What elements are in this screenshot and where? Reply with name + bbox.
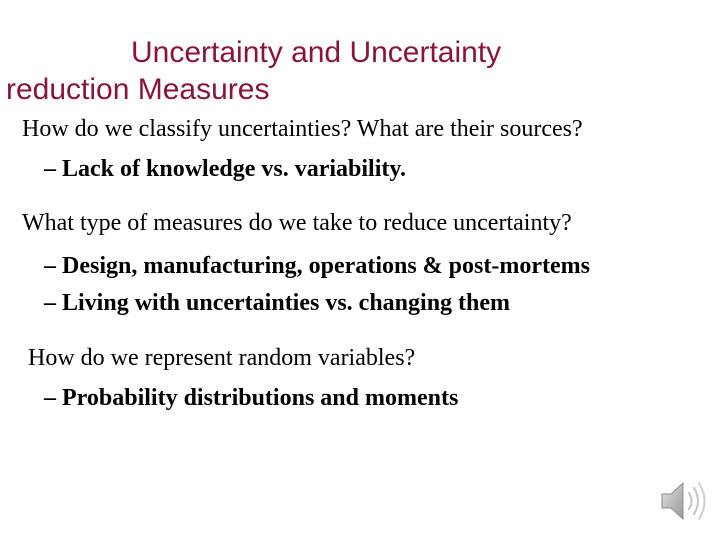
answer-1-1: – Lack of knowledge vs. variability. — [44, 156, 407, 182]
question-3: How do we represent random variables? — [28, 345, 416, 371]
question-2: What type of measures do we take to reduce uncertainty? — [22, 210, 572, 236]
speaker-icon[interactable] — [656, 476, 712, 526]
answer-3-1: – Probability distributions and moments — [44, 385, 459, 411]
title-line-1: Uncertainty and Uncertainty — [131, 36, 502, 69]
slide-title — [0, 34, 600, 108]
answer-2-2: – Living with uncertainties vs. changing them — [44, 290, 511, 316]
title-line-2: reduction Measures — [6, 73, 270, 106]
answer-2-1: – Design, manufacturing, operations & post-mortems — [44, 253, 590, 279]
question-1: How do we classify uncertainties? What are their sources? — [22, 116, 583, 142]
